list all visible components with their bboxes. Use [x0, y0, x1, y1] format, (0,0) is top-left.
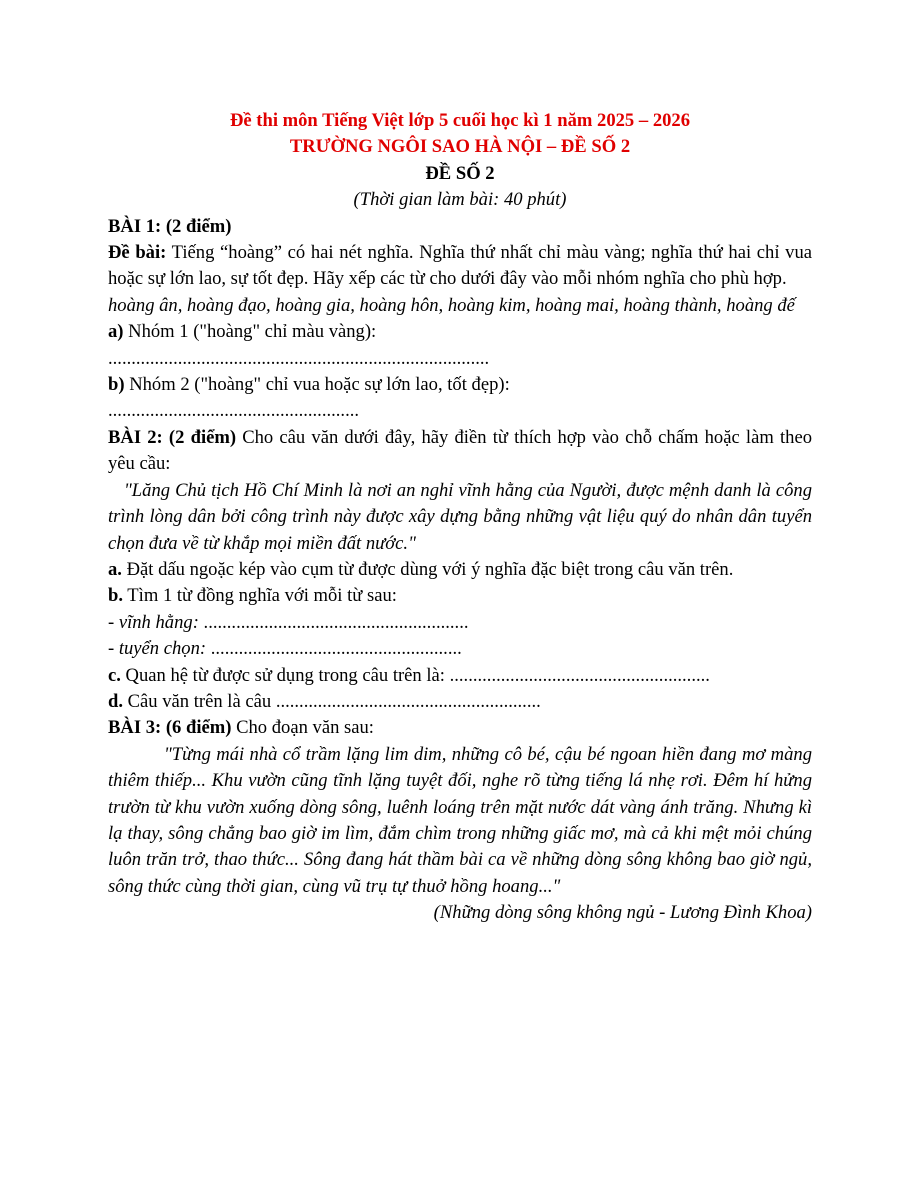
bai3-intro: [108, 715, 812, 741]
bai1-question-a: [108, 319, 812, 345]
bai2-a-label: a.: [108, 558, 122, 580]
bai2-question-d: [108, 689, 812, 715]
bai2-c-label: c.: [108, 664, 121, 686]
bai3-quote: "Từng mái nhà cổ trầm lặng lim dim, những cô bé, cậu bé ngoan hiền đang mơ màng thiêm thiếp... Khu vườn cũng tĩnh lặng tuyệt đối, nghe rõ từng tiếng lá nhẹ rơi. Đêm hí hửng trườn từ khu vườn xuống dòng sông, luênh loáng trên mặt nước dát vàng ánh trăng. Nhưng kì lạ thay, sông chẳng bao giờ im lìm, đắm chìm trong những giấc mơ, mà cả khi mệt mỏi chúng luôn trăn trở, thao thức... Sông đang hát thầm bài ca về những dòng sông không bao giờ ngủ, sông thức cùng thời gian, cùng vũ trụ tự thuở hồng hoang...": [108, 743, 812, 897]
bai1-heading: BÀI 1: (2 điểm): [108, 215, 232, 237]
bai3-intro-text: Cho đoạn văn sau:: [231, 717, 374, 739]
exam-page: [108, 108, 812, 927]
bai2-heading: BÀI 2: (2 điểm): [108, 426, 237, 448]
bai1-a-answer-blank: ..................................................................................: [108, 347, 490, 369]
bai3-source: (Những dòng sông không ngủ - Lương Đình Khoa): [433, 902, 812, 924]
bai2-question-b: [108, 583, 812, 609]
bai1-a-label: a): [108, 321, 124, 343]
bai2-d-text: Câu văn trên là câu .........................................................: [123, 690, 541, 712]
bai2-b-item2-blank: ......................................................: [206, 638, 462, 660]
bai1-prompt: [108, 240, 812, 293]
bai2-b-item1-blank: .........................................................: [198, 611, 469, 633]
bai1-word-list: hoàng ân, hoàng đạo, hoàng gia, hoàng hôn, hoàng kim, hoàng mai, hoàng thành, hoàng đế: [108, 294, 795, 316]
bai1-prompt-text: Tiếng “hoàng” có hai nét nghĩa. Nghĩa thứ nhất chỉ màu vàng; nghĩa thứ hai chỉ vua hoặc sự lớn lao, sự tốt đẹp. Hãy xếp các từ cho dưới đây vào mỗi nhóm nghĩa cho phù hợp.: [108, 242, 812, 290]
bai2-a-text: Đặt dấu ngoặc kép vào cụm từ được dùng với ý nghĩa đặc biệt trong câu văn trên.: [121, 558, 734, 580]
bai1-b-text: Nhóm 2 ("hoàng" chỉ vua hoặc sự lớn lao, tốt đẹp):: [124, 374, 510, 396]
bai2-question-a: [108, 557, 812, 583]
bai1-b-label: b): [108, 374, 125, 396]
bai1-question-b: [108, 372, 812, 398]
bai2-b-item1-label: - vĩnh hằng:: [108, 611, 199, 633]
bai2-intro-text: Cho câu văn dưới đây, hãy điền từ thích hợp vào chỗ chấm hoặc làm theo yêu cầu:: [108, 426, 812, 475]
bai1-b-answer-blank: ......................................................: [108, 400, 360, 422]
bai2-question-c: [108, 663, 812, 689]
time-note: (Thời gian làm bài: 40 phút): [353, 189, 567, 211]
bai1-prompt-label: Đề bài:: [108, 242, 167, 264]
bai2-b-item2-label: - tuyển chọn:: [108, 638, 207, 660]
school-title: TRƯỜNG NGÔI SAO HÀ NỘI – ĐỀ SỐ 2: [289, 136, 631, 158]
bai2-b-label: b.: [108, 585, 123, 607]
exam-title: Đề thi môn Tiếng Việt lớp 5 cuối học kì 1 năm 2025 – 2026: [229, 110, 691, 131]
bai2-c-text: Quan hệ từ được sử dụng trong câu trên là: ........................................................: [120, 664, 710, 686]
bai1-a-text: Nhóm 1 ("hoàng" chỉ màu vàng):: [123, 321, 377, 343]
bai2-d-label: d.: [108, 690, 123, 712]
bai2-b-item-1: [108, 610, 812, 636]
bai2-b-item-2: [108, 636, 812, 662]
bai2-quote: "Lăng Chủ tịch Hồ Chí Minh là nơi an nghỉ vĩnh hằng của Người, được mệnh danh là công trình lòng dân bởi công trình này được xây dựng bằng những vật liệu quý do nhân dân tuyển chọn đưa về từ khắp mọi miền đất nước.": [108, 479, 812, 554]
exam-number: ĐỀ SỐ 2: [425, 162, 495, 184]
bai2-b-text: Tìm 1 từ đồng nghĩa với mỗi từ sau:: [123, 585, 397, 607]
bai3-heading: BÀI 3: (6 điểm): [108, 717, 232, 739]
bai2-intro: [108, 425, 812, 478]
